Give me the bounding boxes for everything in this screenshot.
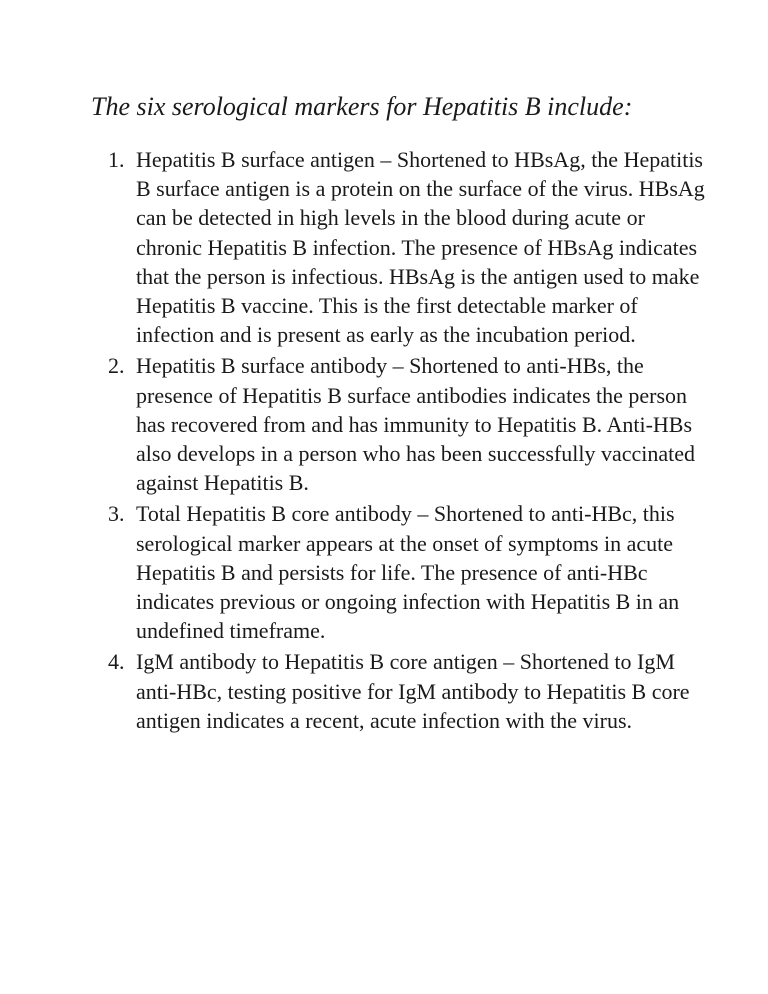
- list-item-number: 3.: [108, 501, 125, 527]
- list-item-text: IgM antibody to Hepatitis B core antigen – Shortened to IgM anti-HBc, testing positive for IgM antibody to Hepatitis B core antigen indicates a recent, acute infection with the virus.: [136, 649, 690, 733]
- page-heading: The six serological markers for Hepatitis B include:: [91, 92, 633, 121]
- list-item-number: 1.: [108, 147, 125, 172]
- list-item: [108, 351, 708, 497]
- list-item-text: Total Hepatitis B core antibody – Shortened to anti-HBc, this serological marker appears at the onset of symptoms in acute Hepatitis B and persists for life. The presence of anti-HBc indicates previous or ongoing infection with Hepatitis B in an undefined timeframe.: [136, 501, 680, 644]
- list-item-number: 4.: [108, 649, 125, 675]
- list-item-text: Hepatitis B surface antigen – Shortened to HBsAg, the Hepatitis B surface antigen is a protein on the surface of the virus. HBsAg can be detected in high levels in the blood during acute or chronic Hepatitis B infection. The presence of HBsAg indicates that the person is infectious. HBsAg is the antigen used to make Hepatitis B vaccine. This is the first detectable marker of infection and is present as early as the incubation period.: [136, 147, 705, 348]
- serological-marker-list: [108, 145, 708, 737]
- list-item: [108, 647, 708, 735]
- list-item: [108, 145, 708, 349]
- list-item-text: Hepatitis B surface antibody – Shortened to anti-HBs, the presence of Hepatitis B surface antibodies indicates the person has recovered from and has immunity to Hepatitis B. Anti-HBs also develops in a person who has been successfully vaccinated against Hepatitis B.: [136, 353, 695, 496]
- list-item: [108, 499, 708, 645]
- list-item-number: 2.: [108, 353, 125, 379]
